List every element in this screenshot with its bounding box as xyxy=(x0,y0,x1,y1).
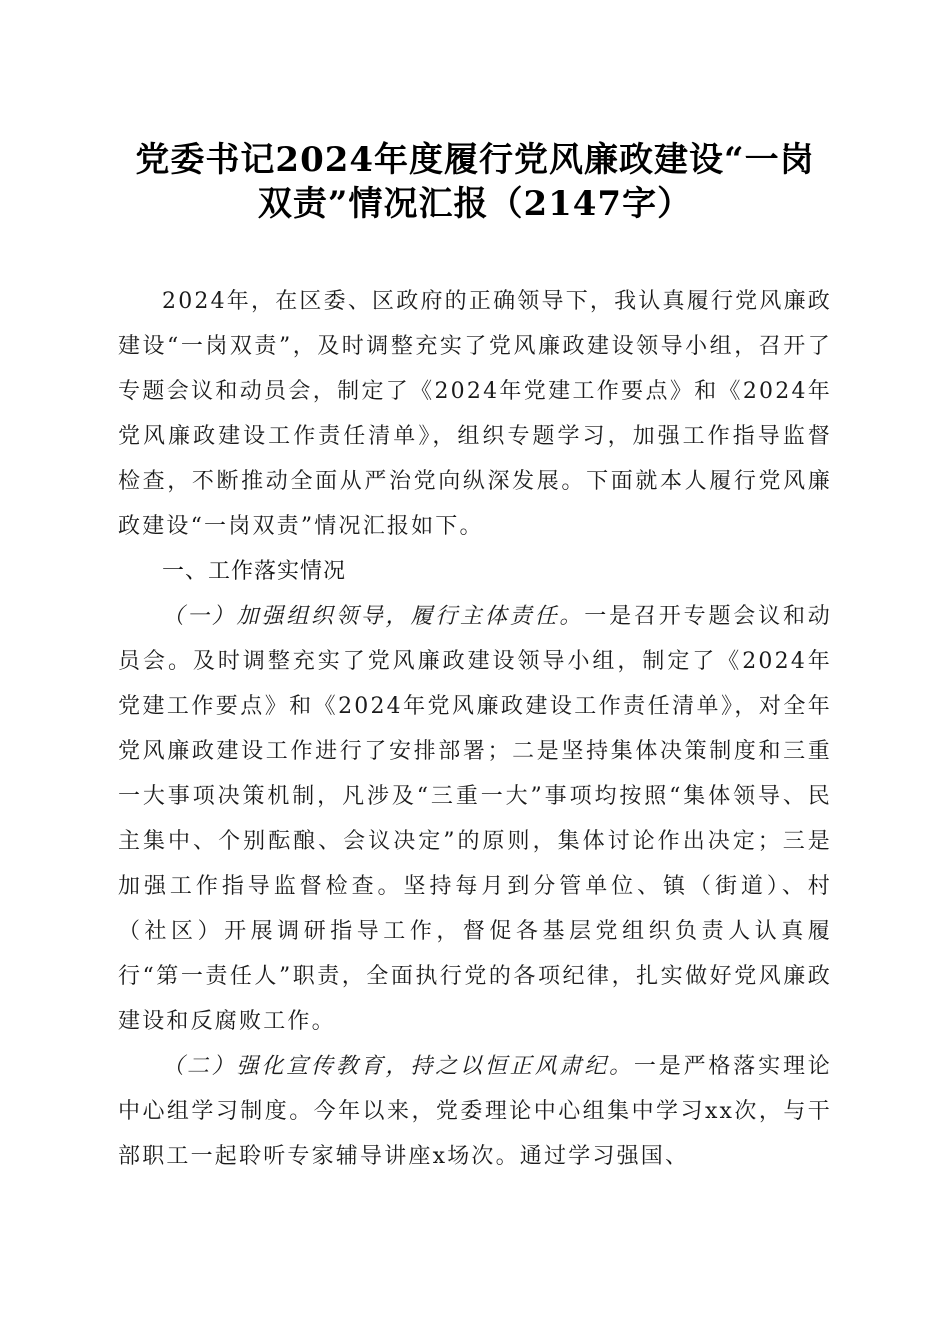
subsection-2-lead: （二）强化宣传教育，持之以恒正风肃纪。 xyxy=(162,1054,634,1079)
section-heading: 一、工作落实情况 xyxy=(162,559,347,584)
intro-paragraph: 2024年，在区委、区政府的正确领导下，我认真履行党风廉政建设“一岗双责”，及时调整充实了党风廉政建设领导小组，召开了专题会议和动员会，制定了《2024年党建工作要点》和《2024年党风廉政建设工作责任清单》，组织专题学习，加强工作指导监督检查，不断推动全面从严治党向纵深发展。下面就本人履行党风廉政建设“一岗双责”情况汇报如下。 xyxy=(118,289,832,539)
subsection-1-lead: （一）加强组织领导，履行主体责任。 xyxy=(162,604,585,629)
subsection-2-paragraph xyxy=(118,1044,832,1179)
title-line-2: 双责”情况汇报（2147字） xyxy=(257,184,693,224)
subsection-1-body: 一是召开专题会议和动员会。及时调整充实了党风廉政建设领导小组，制定了《2024年党建工作要点》和《2024年党风廉政建设工作责任清单》，对全年党风廉政建设工作进行了安排部署；二是坚持集体决策制度和三重一大事项决策机制，凡涉及“三重一大”事项均按照“集体领导、民主集中、个别酝酿、会议决定”的原则，集体讨论作出决定；三是加强工作指导监督检查。坚持每月到分管单位、镇（街道）、村（社区）开展调研指导工作，督促各基层党组织负责人认真履行“第一责任人”职责，全面执行党的各项纪律，扎实做好党风廉政建设和反腐败工作。 xyxy=(118,604,832,1034)
title-line-1: 党委书记2024年度履行党风廉政建设“一岗 xyxy=(135,140,815,180)
subsection-2-body: 一是严格落实理论中心组学习制度。今年以来，党委理论中心组集中学习xx次，与干部职工一起聆听专家辅导讲座x场次。通过学习强国、 xyxy=(118,1054,832,1169)
subsection-1-paragraph xyxy=(118,594,832,1044)
document-title xyxy=(90,138,860,226)
document-body xyxy=(118,279,832,1179)
